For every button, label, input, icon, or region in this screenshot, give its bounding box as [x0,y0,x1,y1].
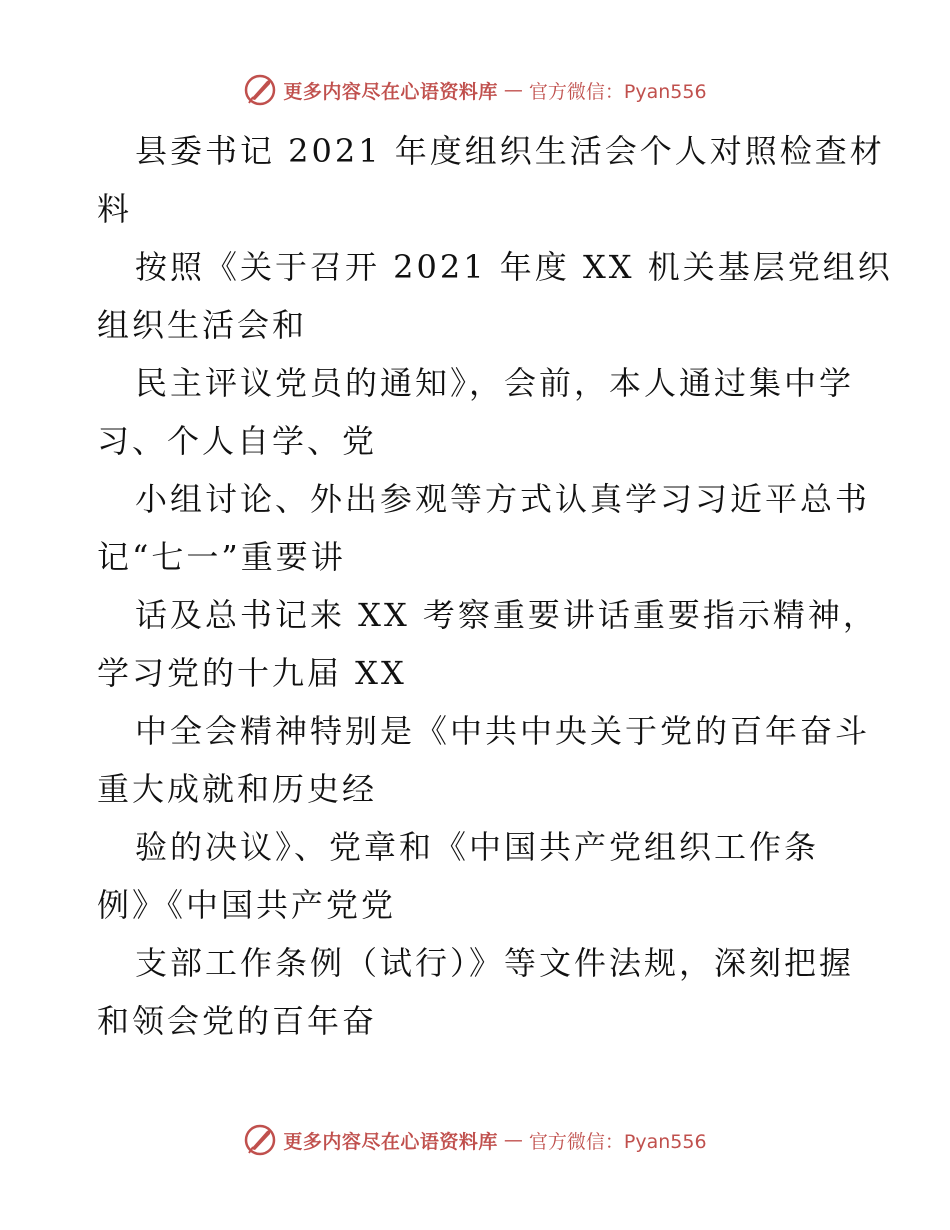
footer-banner-text: 更多内容尽在心语资料库 [283,1130,498,1153]
doc-line: 按照《关于召开 2021 年度 XX 机关基层党组织 [135,248,893,286]
footer-banner [0,1120,950,1160]
header-wechat-id: 官方微信：Pyan556 [528,80,707,103]
doc-line: 习、个人自学、党 [97,422,378,460]
doc-line: 料 [97,190,133,228]
header-banner [0,70,950,110]
doc-line: 县委书记 2021 年度组织生活会个人对照检查材 [135,132,885,170]
doc-line: 记“七一”重要讲 [97,538,346,576]
doc-line: 学习党的十九届 XX [97,654,407,692]
doc-line: 小组讨论、外出参观等方式认真学习习近平总书 [135,480,871,518]
quill-logo-icon [243,73,277,107]
footer-banner-separator: — [503,1129,523,1151]
header-banner-text: 更多内容尽在心语资料库 [283,80,498,103]
doc-line: 民主评议党员的通知》，会前，本人通过集中学 [135,364,855,402]
doc-line: 中全会精神特别是《中共中央关于党的百年奋斗 [135,712,871,750]
doc-line: 验的决议》、党章和《中国共产党组织工作条 [135,828,820,866]
header-banner-separator: — [503,79,523,101]
doc-line: 话及总书记来 XX 考察重要讲话重要指示精神， [135,596,878,634]
footer-wechat-id: 官方微信：Pyan556 [528,1130,707,1153]
doc-line: 组织生活会和 [97,306,308,344]
doc-line: 和领会党的百年奋 [97,1002,378,1040]
doc-line: 例》《中国共产党党 [97,886,397,924]
quill-logo-icon [243,1123,277,1157]
doc-line: 重大成就和历史经 [97,770,378,808]
doc-line: 支部工作条例（试行）》等文件法规，深刻把握 [135,944,855,982]
document-body [97,122,893,1050]
